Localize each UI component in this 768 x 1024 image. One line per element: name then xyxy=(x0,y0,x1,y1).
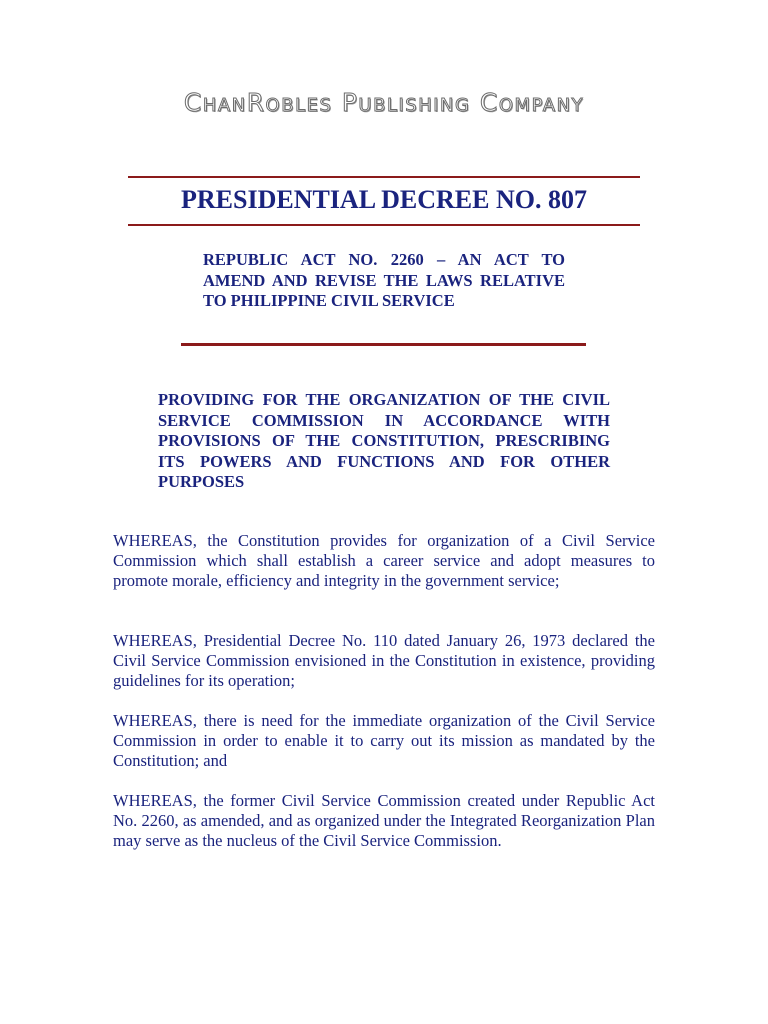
whereas-clause-1: WHEREAS, the Constitution provides for organization of a Civil Service Commission which shall establish a career service and adopt measures to promote morale, efficiency and integrity in the government service; xyxy=(113,531,655,590)
publisher-heading: ChanRobles Publishing Company xyxy=(183,88,585,117)
whereas-clause-4: WHEREAS, the former Civil Service Commission created under Republic Act No. 2260, as amended, and as organized under the Integrated Reorganization Plan may serve as the nucleus of the Civil Service Commission. xyxy=(113,791,655,850)
whereas-clause-2: WHEREAS, Presidential Decree No. 110 dated January 26, 1973 declared the Civil Service Commission envisioned in the Constitution in existence, providing guidelines for its operation; xyxy=(113,631,655,690)
decree-title: PRESIDENTIAL DECREE NO. 807 xyxy=(181,185,587,214)
subtitle-rule xyxy=(181,343,586,346)
decree-subtitle: REPUBLIC ACT NO. 2260 – AN ACT TO AMEND AND REVISE THE LAWS RELATIVE TO PHILIPPINE CIVIL SERVICE xyxy=(203,250,565,310)
title-rule-bottom xyxy=(128,224,640,226)
whereas-clause-3: WHEREAS, there is need for the immediate organization of the Civil Service Commission in order to enable it to carry out its mission as mandated by the Constitution; and xyxy=(113,711,655,770)
title-rule-top xyxy=(128,176,640,178)
decree-purpose: PROVIDING FOR THE ORGANIZATION OF THE CIVIL SERVICE COMMISSION IN ACCORDANCE WITH PROVISIONS OF THE CONSTITUTION, PRESCRIBING ITS POWERS AND FUNCTIONS AND FOR OTHER PURPOSES xyxy=(158,390,610,491)
